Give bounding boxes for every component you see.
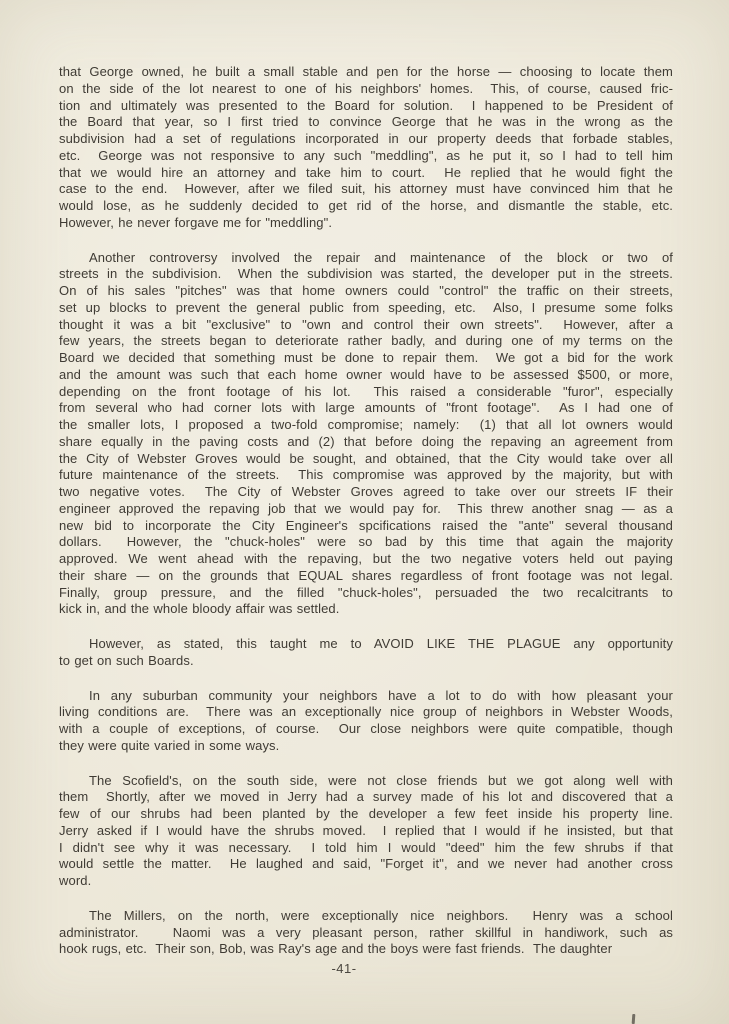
text-line: and the amount was such that each home owner would have to be assessed $500, or more, xyxy=(59,366,673,382)
text-line: tion and ultimately was presented to the Board for solution. I happened to be President of xyxy=(59,97,673,113)
text-line: would settle the matter. He laughed and said, "Forget it", and we never had another cross xyxy=(59,856,673,872)
text-line: Board we decided that something must be done to repair them. We got a bid for the work xyxy=(59,350,673,365)
text-block xyxy=(59,64,673,976)
text-line: Finally, group pressure, and the filled "chuck-holes", persuaded the two recalcitrants to xyxy=(59,584,673,600)
text-line: the Board that year, so I first tried to convince George that he was in the wrong as the xyxy=(59,114,673,130)
text-line: depending on the front footage of his lot. This raised a considerable "furor", especially xyxy=(59,383,673,399)
text-line: I didn't see why it was necessary. I told him I would "deed" him the few shrubs if that xyxy=(59,839,673,855)
text-line: would lose, as he suddenly decided to get rid of the horse, and dismantle the stable, etc. xyxy=(59,198,673,213)
text-line: they were quite varied in some ways. xyxy=(59,737,280,753)
text-line: that George owned, he built a small stable and pen for the horse — choosing to locate them xyxy=(59,64,673,79)
text-line: On of his sales "pitches" was that home owners could "control" the traffic on their streets, xyxy=(59,283,673,298)
text-line: set up blocks to prevent the general public from speeding, etc. Also, I presume some folks xyxy=(59,299,673,315)
text-line: few years, the streets began to deteriorate rather badly, and during one of my terms on the xyxy=(59,333,673,349)
text-line: dollars. However, the "chuck-holes" were so bad by this time that again the majority xyxy=(59,534,673,550)
text-line: on the side of the lot nearest to one of his neighbors' homes. This, of course, caused fric- xyxy=(59,80,673,96)
text-line: to get on such Boards. xyxy=(59,652,194,668)
paragraph xyxy=(59,773,673,890)
text-line: kick in, and the whole bloody affair was settled. xyxy=(59,601,340,617)
page-number: -41- xyxy=(331,961,357,976)
text-line: share equally in the paving costs and (2) that before doing the repaving an agreement from xyxy=(59,433,673,449)
text-line: subdivision had a set of regulations incorporated in our property deeds that forbade stables, xyxy=(59,131,673,146)
text-line: etc. George was not responsive to any such "meddling", as he put it, so I had to tell him xyxy=(59,147,673,163)
paragraph xyxy=(59,636,673,670)
text-line: new bid to incorporate the City Engineer's spcifications raised the "ante" several thousand xyxy=(59,517,673,533)
text-line: However, as stated, this taught me to AVOID LIKE THE PLAGUE any opportunity xyxy=(89,636,673,651)
text-line: engineer approved the repaving job that we would pay for. This threw another snag — as a xyxy=(59,500,673,516)
text-line: that we would hire an attorney and take him to court. He replied that he would fight the xyxy=(59,164,673,180)
text-line: Jerry asked if I would have the shrubs moved. I replied that I would if he insisted, but that xyxy=(59,822,673,838)
text-line: The Scofield's, on the south side, were not close friends but we got along well with xyxy=(89,772,673,788)
text-line: The Millers, on the north, were exceptionally nice neighbors. Henry was a school xyxy=(89,907,673,923)
text-line: administrator. Naomi was a very pleasant person, rather skillful in handiwork, such as xyxy=(59,924,673,940)
text-line: with a couple of exceptions, of course. Our close neighbors were quite compatible, though xyxy=(59,721,673,736)
text-line: In any suburban community your neighbors have a lot to do with how pleasant your xyxy=(89,687,673,703)
text-line: two negative votes. The City of Webster Groves agreed to take over our streets IF their xyxy=(59,484,673,499)
scan-artifact-mark xyxy=(632,1014,636,1024)
text-line: word. xyxy=(59,873,92,888)
text-line: However, he never forgave me for "meddling". xyxy=(59,214,333,230)
text-line: approved. We went ahead with the repaving, but the two negative voters held out paying xyxy=(59,551,673,566)
paragraph xyxy=(59,64,673,232)
text-line: the City of Webster Groves would be sought, and obtained, that the City would take over all xyxy=(59,450,673,466)
text-line: from several who had corner lots with large amounts of "front footage". As I had one of xyxy=(59,400,673,416)
text-line: future maintenance of the streets. This compromise was approved by the majority, but with xyxy=(59,467,673,483)
text-line: case to the end. However, after we filed suit, his attorney must have convinced him that he xyxy=(59,181,673,197)
text-line: hook rugs, etc. Their son, Bob, was Ray's age and the boys were fast friends. The daughter xyxy=(59,941,613,957)
text-line: them Shortly, after we moved in Jerry had a survey made of his lot and discovered that a xyxy=(59,789,673,805)
paragraph xyxy=(59,250,673,619)
text-line: Another controversy involved the repair and maintenance of the block or two of xyxy=(89,249,673,265)
text-line: few of our shrubs had been planted by the developer a few feet inside his property line. xyxy=(59,806,673,821)
paragraph xyxy=(59,688,673,755)
text-line: streets in the subdivision. When the subdivision was started, the developer put in the streets. xyxy=(59,266,673,282)
paragraph xyxy=(59,908,673,958)
text-line: their share — on the grounds that EQUAL shares regardless of front footage was not legal. xyxy=(59,567,673,583)
text-line: the smaller lots, I proposed a two-fold compromise; namely: (1) that all lot owners would xyxy=(59,417,673,432)
text-line: thought it was a bit "exclusive" to "own and control their own streets". However, after a xyxy=(59,316,673,332)
text-line: living conditions are. There was an exceptionally nice group of neighbors in Webster Woods, xyxy=(59,704,673,720)
